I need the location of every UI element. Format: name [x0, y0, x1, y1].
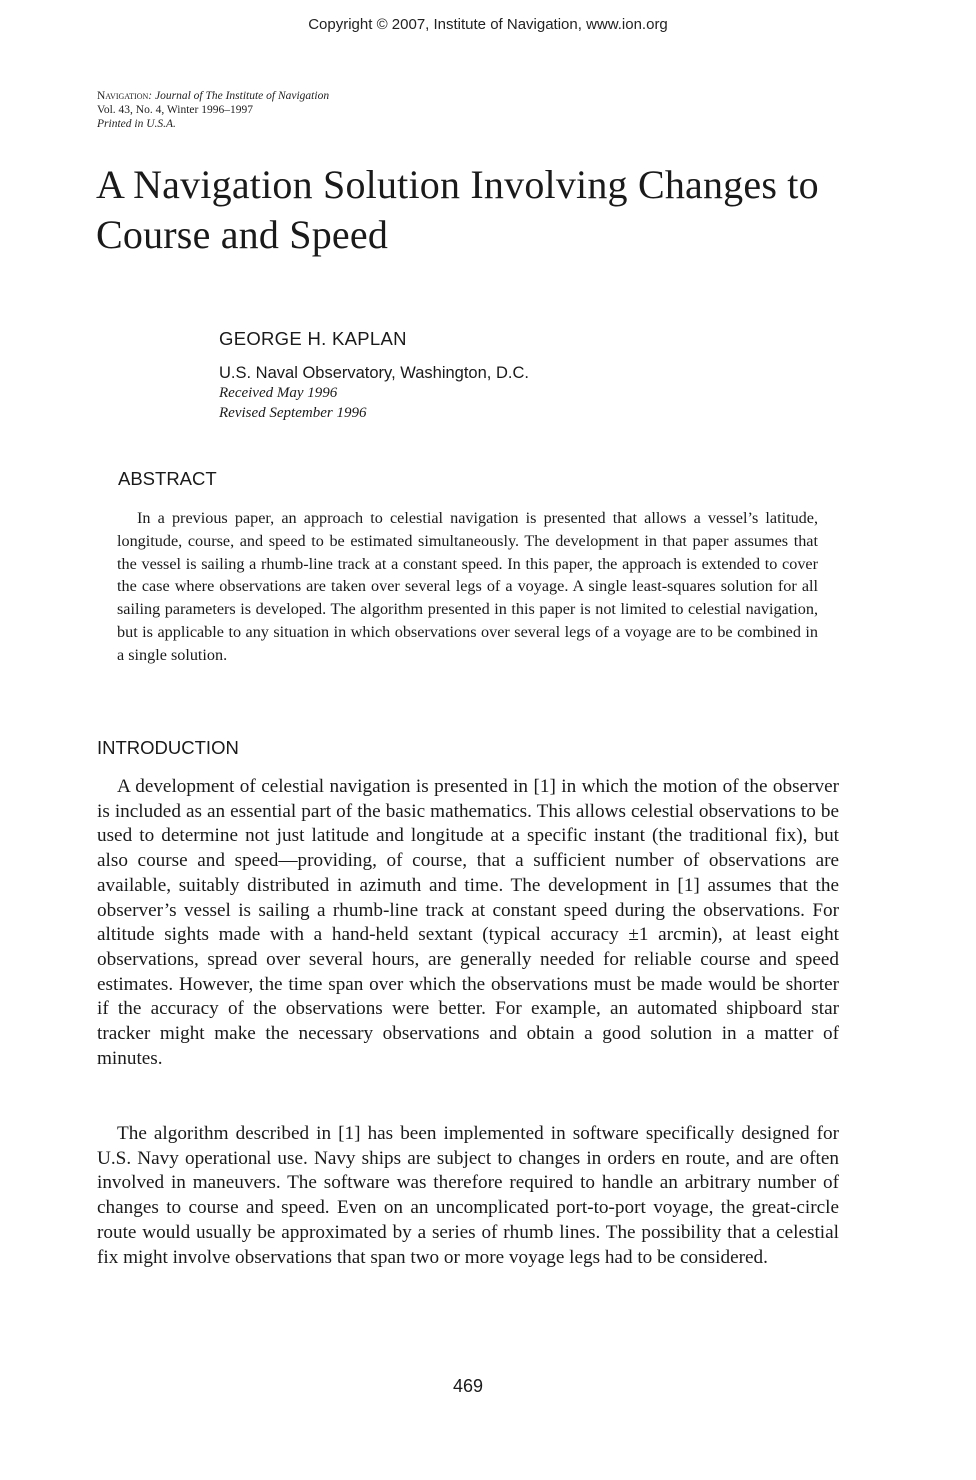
- journal-volume: Vol. 43, No. 4, Winter 1996–1997: [97, 104, 253, 116]
- author-block: [219, 328, 529, 423]
- article-title: A Navigation Solution Involving Changes to Course and Speed: [96, 162, 819, 257]
- journal-info: [97, 89, 329, 131]
- journal-printed: Printed in U.S.A.: [97, 118, 176, 130]
- copyright-notice: Copyright © 2007, Institute of Navigation, www.ion.org: [308, 16, 668, 33]
- journal-name: [97, 89, 329, 103]
- introduction-heading: INTRODUCTION: [97, 737, 239, 758]
- page-number: 469: [452, 1376, 484, 1396]
- introduction-paragraph: The algorithm described in [1] has been implemented in software specifically designed for U.S. Navy operational use. Navy ships are subject to changes in orders en route, and are often involved in maneuvers. The software was therefore required to handle an arbitrary number of changes to course and speed. Even on an uncomplicated port-to-port voyage, the great-circle route would usually be approximated by a series of rhumb lines. The possibility that a celestial fix might involve observations that span two or more voyage legs had to be considered.: [97, 1123, 839, 1268]
- introduction-paragraph: A development of celestial navigation is presented in [1] in which the motion of the observer is included as an essential part of the basic mathematics. This allows celestial observations to be used to determine not just latitude and longitude at a specific instant (the traditional fix), but also course and speed—providing, of course, that a sufficient number of observations are available, suitably distributed in azimuth and time. The development in [1] assumes that the observer’s vessel is sailing a rhumb-line track at constant speed during the observations. For altitude sights made with a hand-held sextant (typical accuracy ±1 arcmin), at least eight observations, spread over several hours, are generally needed for reliable course and speed estimates. However, the time span over which the observations must be made would be shorter if the accuracy of the observations were better. For example, an automated shipboard star tracker might make the necessary observations and obtain a good solution in a matter of minutes.: [97, 776, 839, 1069]
- abstract-text: In a previous paper, an approach to celestial navigation is presented that allows a vessel’s latitude, longitude, course, and speed to be estimated simultaneously. The development in that paper assumes that the vessel is sailing a rhumb-line track at a constant speed. In this paper, the approach is extended to cover the case where observations are taken over several legs of a voyage. A single least-squares solution for all sailing parameters is developed. The algorithm presented in this paper is not limited to celestial navigation, but is applicable to any situation in which observations over several legs of a voyage are to be combined in a single solution.: [117, 509, 818, 664]
- author-name: GEORGE H. KAPLAN: [219, 328, 407, 349]
- revised-date: Revised September 1996: [219, 405, 367, 421]
- received-date: Received May 1996: [219, 385, 338, 401]
- abstract-heading: ABSTRACT: [118, 468, 217, 489]
- journal-name-smallcaps: Navigation: [97, 90, 149, 102]
- author-affiliation: U.S. Naval Observatory, Washington, D.C.: [219, 364, 529, 382]
- journal-name-rest: : Journal of The Institute of Navigation: [148, 90, 330, 102]
